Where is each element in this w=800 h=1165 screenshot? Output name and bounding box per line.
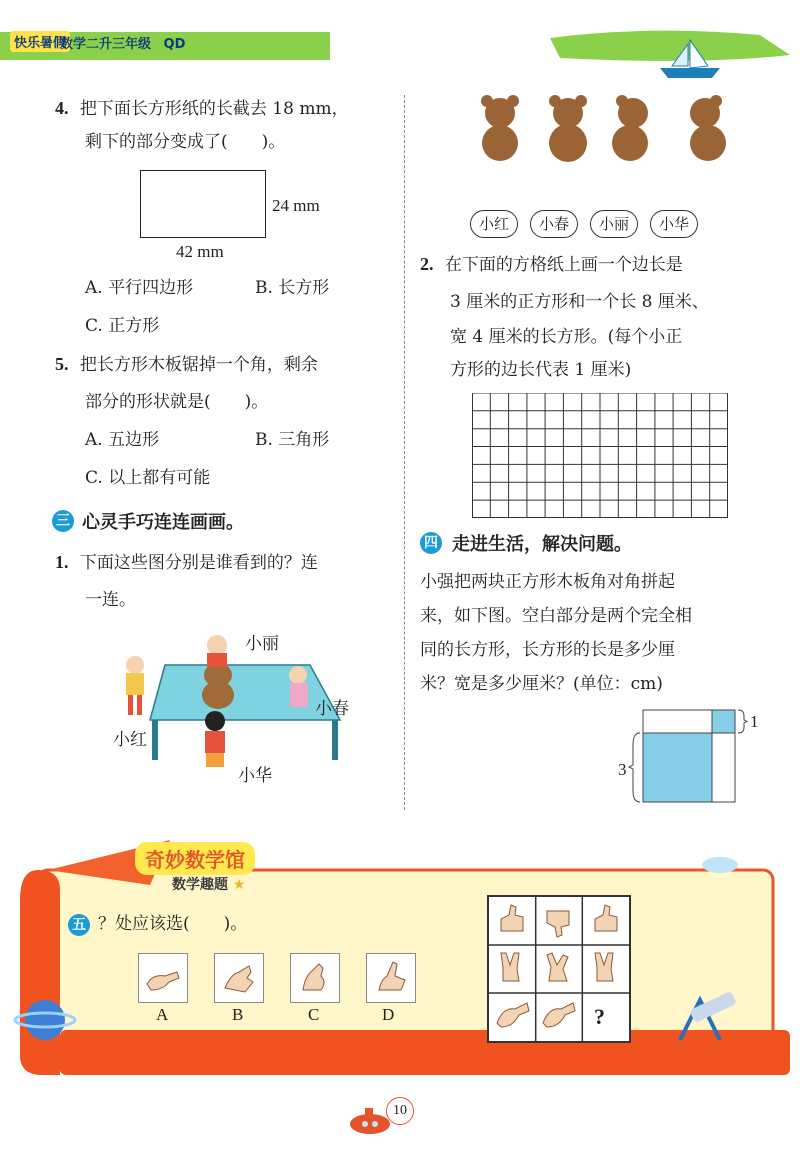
q4-line2: 剩下的部分变成了( )。: [85, 132, 286, 152]
header-grade: 数学二升三年级: [60, 37, 152, 52]
star-icon: ★: [232, 877, 246, 893]
hand-pinch-icon: [291, 954, 339, 1002]
bear-views: [470, 95, 740, 165]
header-decoration: [0, 20, 800, 90]
section4-badge: 四: [420, 532, 442, 554]
banner-title: 奇妙数学馆: [145, 848, 245, 872]
section5-badge: 五: [68, 914, 90, 936]
q5-option-a: A. 五边形: [85, 430, 160, 450]
q2-line2: 3 厘米的正方形和一个长 8 厘米、: [450, 292, 709, 312]
section3-badge: 三: [52, 510, 74, 532]
s4-line1: 小强把两块正方形木板角对角拼起: [420, 572, 675, 592]
banner-subtitle-row: [172, 874, 245, 894]
kid-name-xiaoli: 小丽: [245, 634, 279, 654]
option-d-card[interactable]: [366, 953, 416, 1003]
option-b-label[interactable]: B: [232, 1005, 244, 1024]
banner-subtitle: 数学趣题: [172, 877, 228, 893]
header-title: [60, 33, 185, 52]
q2-line3: 宽 4 厘米的长方形。(每个小正: [450, 327, 683, 347]
q4-option-a: A. 平行四边形: [85, 278, 194, 298]
bear-name-1: 小春: [530, 210, 578, 238]
column-divider: [404, 95, 405, 810]
q4-option-c: C. 正方形: [85, 316, 160, 336]
bear-name-0: 小红: [470, 210, 518, 238]
option-b-card[interactable]: [214, 953, 264, 1003]
q4: [55, 96, 349, 121]
q5-line1: 把长方形木板锯掉一个角，剩余: [79, 355, 318, 375]
hand-ok-icon: [139, 954, 187, 1002]
s4-line3: 同的长方形，长方形的长是多少厘: [420, 640, 675, 660]
option-a-card[interactable]: [138, 953, 188, 1003]
figure-label-3: 3: [618, 760, 627, 779]
bear-name-3: 小华: [650, 210, 698, 238]
q5-line2: 部分的形状就是( )。: [85, 392, 269, 412]
section4-title: 走进生活，解决问题。: [452, 534, 632, 555]
two-squares-figure: [625, 705, 765, 810]
bear-name-row: [470, 210, 698, 238]
q4-rectangle: [140, 170, 266, 238]
grid-paper[interactable]: [472, 393, 728, 518]
s3-q1: [55, 550, 318, 575]
header-edition: QD: [163, 37, 186, 52]
option-c-card[interactable]: [290, 953, 340, 1003]
q4-option-b: B. 长方形: [255, 278, 330, 298]
q4-width-label: 42 mm: [176, 242, 224, 261]
q5-option-b: B. 三角形: [255, 430, 330, 450]
figure-label-1: 1: [750, 712, 759, 731]
q5-number: 5.: [55, 354, 69, 374]
banner-title-box: [135, 842, 255, 875]
s4-line2: 来，如下图。空白部分是两个完全相: [420, 606, 692, 626]
kid-name-xiaohua: 小华: [238, 766, 272, 786]
option-a-label[interactable]: A: [156, 1005, 169, 1024]
q2-number: 2.: [420, 254, 434, 274]
option-d-label[interactable]: D: [382, 1005, 395, 1024]
section5-question: ？处应该选( )。: [98, 914, 248, 934]
kid-name-xiaohong: 小红: [113, 730, 147, 750]
s4-line4: 米？宽是多少厘米？(单位：cm): [420, 674, 663, 694]
q2-line1: 在下面的方格纸上画一个边长是: [444, 255, 683, 275]
gesture-grid: [487, 895, 631, 1043]
page-number-text: 10: [393, 1103, 407, 1118]
s3-q1-line2: 一连。: [85, 590, 136, 610]
q5-option-c: C. 以上都有可能: [85, 468, 211, 488]
page-number: [386, 1097, 414, 1125]
q4-height-label: 24 mm: [272, 196, 320, 215]
hand-fingers-icon: [215, 954, 263, 1002]
kid-name-xiaochun: 小春: [315, 699, 349, 719]
q4-line1: 把下面长方形纸的长截去 18 mm，: [79, 99, 349, 119]
hand-point-icon: [367, 954, 415, 1002]
q2-line4: 方形的边长代表 1 厘米): [450, 360, 632, 380]
q4-number: 4.: [55, 98, 69, 118]
bear-name-2: 小丽: [590, 210, 638, 238]
header-tag: 快乐暑假: [10, 31, 70, 52]
option-c-label[interactable]: C: [308, 1005, 320, 1024]
unknown-mark: ?: [594, 1004, 605, 1029]
s3-q1-number: 1.: [55, 552, 69, 572]
q5: [55, 352, 318, 377]
q2: [420, 252, 683, 277]
s3-q1-line1: 下面这些图分别是谁看到的？连: [79, 553, 318, 573]
section3-title: 心灵手巧连连画画。: [82, 512, 244, 533]
